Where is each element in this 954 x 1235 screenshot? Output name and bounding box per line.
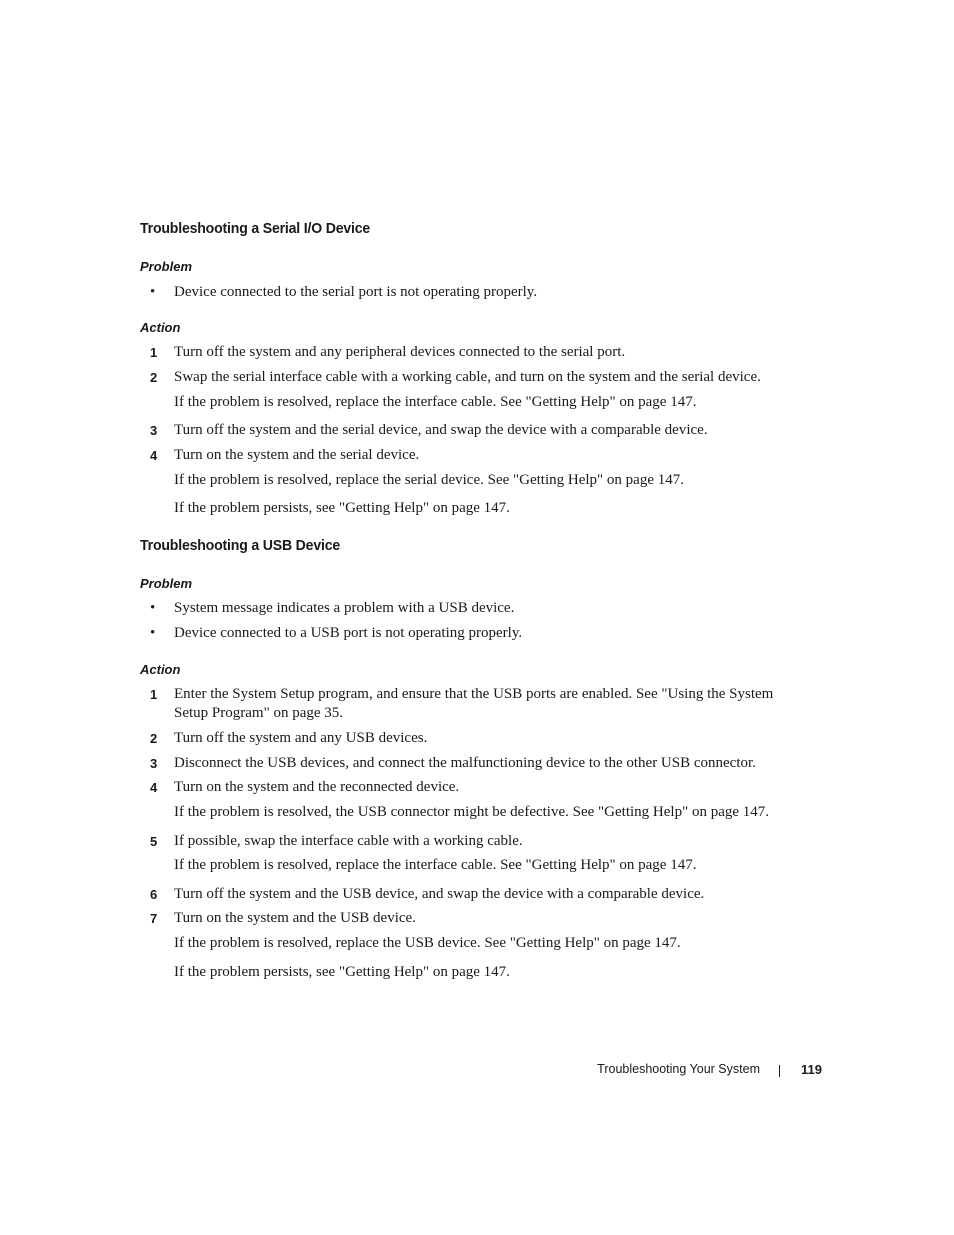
bullet-marker: • xyxy=(150,625,156,641)
step-text: Turn off the system and the USB device, and swap the device with a comparable device. xyxy=(174,886,705,902)
step-number: 5 xyxy=(150,834,158,849)
list-item xyxy=(150,368,810,387)
step-text: Turn off the system and the serial device, and swap the device with a comparable device. xyxy=(174,422,708,438)
action-label: Action xyxy=(140,662,181,677)
step-note: If the problem persists, see "Getting Help" on page 147. xyxy=(174,964,510,980)
step-note: If the problem is resolved, replace the interface cable. See "Getting Help" on page 147. xyxy=(174,857,697,873)
list-item xyxy=(150,754,810,773)
step-number: 3 xyxy=(150,756,158,771)
list-item xyxy=(150,832,810,851)
problem-label: Problem xyxy=(140,576,193,591)
problem-text: Device connected to the serial port is not operating properly. xyxy=(174,284,538,300)
footer-title: Troubleshooting Your System xyxy=(597,1062,760,1076)
list-item xyxy=(150,283,810,302)
problem-label: Problem xyxy=(140,259,193,274)
step-number: 4 xyxy=(150,780,158,795)
step-number: 1 xyxy=(150,687,158,702)
step-text: If possible, swap the interface cable with a working cable. xyxy=(174,833,523,849)
step-note: If the problem is resolved, the USB connector might be defective. See "Getting Help" on page 147. xyxy=(174,804,770,820)
problem-text: System message indicates a problem with a USB device. xyxy=(174,600,515,616)
step-text: Enter the System Setup program, and ensure that the USB ports are enabled. See "Using the System Setup Program" on page 35. xyxy=(174,686,774,721)
step-number: 2 xyxy=(150,370,158,385)
step-text: Turn off the system and any USB devices. xyxy=(174,730,428,746)
list-item xyxy=(150,885,810,904)
bullet-marker: • xyxy=(150,284,156,300)
list-item xyxy=(150,624,810,643)
list-item xyxy=(150,599,810,618)
page-number: 119 xyxy=(801,1062,822,1077)
step-text: Turn on the system and the reconnected device. xyxy=(174,779,460,795)
list-item xyxy=(150,343,810,362)
action-label: Action xyxy=(140,320,181,335)
step-note: If the problem persists, see "Getting Help" on page 147. xyxy=(174,500,510,516)
step-text: Turn on the system and the serial device. xyxy=(174,447,420,463)
list-item xyxy=(150,909,810,928)
list-item xyxy=(150,778,810,797)
step-number: 4 xyxy=(150,448,158,463)
section-heading-serial: Troubleshooting a Serial I/O Device xyxy=(140,220,371,237)
step-note: If the problem is resolved, replace the USB device. See "Getting Help" on page 147. xyxy=(174,935,681,951)
step-number: 7 xyxy=(150,911,158,926)
step-number: 6 xyxy=(150,887,158,902)
footer-separator xyxy=(779,1065,780,1077)
problem-text: Device connected to a USB port is not operating properly. xyxy=(174,625,523,641)
step-text: Turn off the system and any peripheral devices connected to the serial port. xyxy=(174,344,626,360)
list-item xyxy=(150,729,810,748)
step-text: Swap the serial interface cable with a working cable, and turn on the system and the serial device. xyxy=(174,369,761,385)
list-item xyxy=(150,685,810,723)
step-number: 1 xyxy=(150,345,158,360)
step-text: Turn on the system and the USB device. xyxy=(174,910,416,926)
list-item xyxy=(150,421,810,440)
step-number: 2 xyxy=(150,731,158,746)
step-text: Disconnect the USB devices, and connect the malfunctioning device to the other USB connector. xyxy=(174,755,756,771)
step-note: If the problem is resolved, replace the interface cable. See "Getting Help" on page 147. xyxy=(174,394,697,410)
step-note: If the problem is resolved, replace the serial device. See "Getting Help" on page 147. xyxy=(174,472,684,488)
bullet-marker: • xyxy=(150,600,156,616)
section-heading-usb: Troubleshooting a USB Device xyxy=(140,537,341,554)
step-number: 3 xyxy=(150,423,158,438)
page-footer xyxy=(560,1062,822,1080)
list-item xyxy=(150,446,810,465)
